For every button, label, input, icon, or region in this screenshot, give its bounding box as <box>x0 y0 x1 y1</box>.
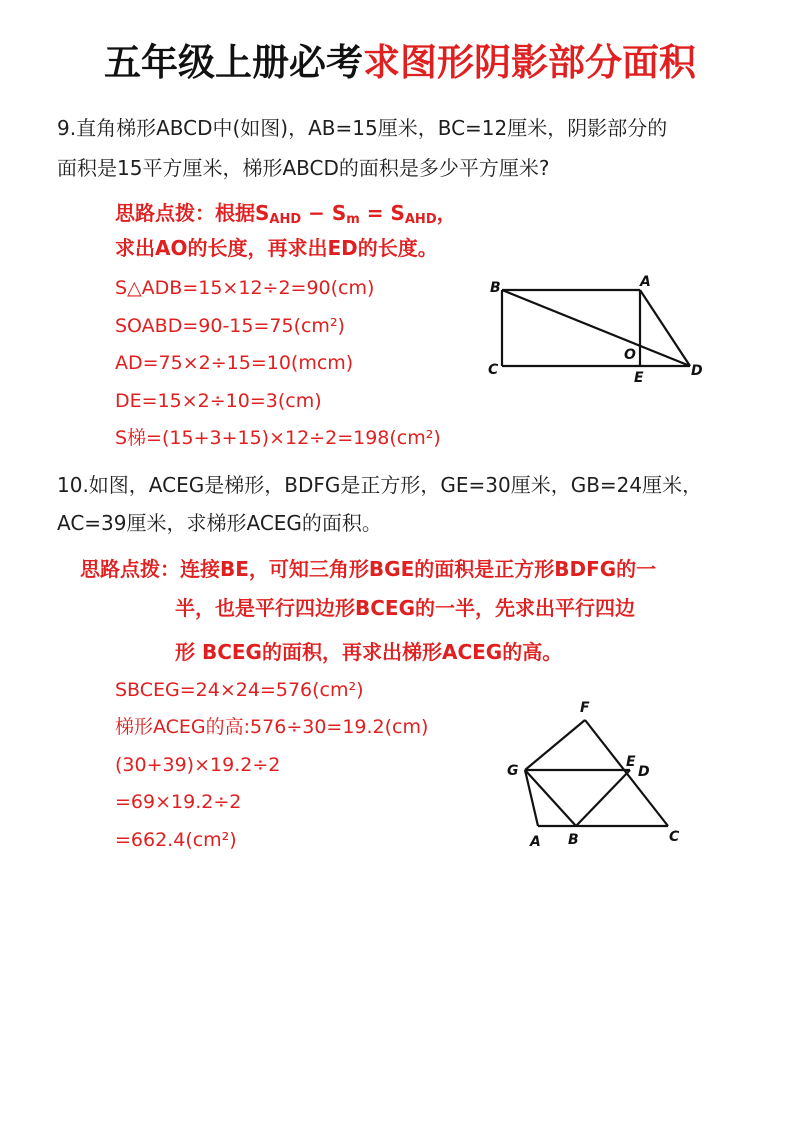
p9-hint-s1-sub: AHD <box>269 212 302 227</box>
p10-hint-line2: 半，也是平行四边形BCEG的一半，先求出平行四边 <box>175 596 635 620</box>
p10-step: SBCEG=24×24=576(cm²) <box>115 679 364 701</box>
p9-hint-eq: = <box>359 201 391 225</box>
p10-hint-line1: 思路点拨：连接BE，可知三角形BGE的面积是正方形BDFG的一 <box>80 557 657 581</box>
p10-step: =69×19.2÷2 <box>115 791 242 813</box>
p10-label-c: C <box>669 829 680 845</box>
p10-label-d: D <box>638 764 650 780</box>
p10-label-f: F <box>580 700 590 716</box>
p9-hint-s1: S <box>255 201 270 225</box>
p9-step: DE=15×2÷10=3(cm) <box>115 390 322 412</box>
p10-edge-be <box>576 770 630 826</box>
p9-label-d: D <box>691 363 703 379</box>
p10-label-e: E <box>626 754 636 770</box>
p9-step: S梯=(15+3+15)×12÷2=198(cm²) <box>115 427 441 449</box>
p9-hint-s2: S <box>331 201 347 225</box>
p9-step: SOABD=90-15=75(cm²) <box>115 315 345 337</box>
p9-label-c: C <box>488 362 499 378</box>
p10-step: =662.4(cm²) <box>115 829 237 851</box>
p9-label-b: B <box>490 280 501 296</box>
p9-label-e: E <box>634 370 644 385</box>
p10-label-b: B <box>568 832 579 848</box>
p9-hint-line2: 求出AO的长度，再求出ED的长度。 <box>115 236 438 260</box>
p10-edge-gb <box>525 770 576 826</box>
p9-question-line2: 面积是15平方厘米，梯形ABCD的面积是多少平方厘米? <box>57 156 550 180</box>
p9-hint-s3-sub: AHD <box>404 212 437 227</box>
p9-hint-s2-sub: m <box>346 212 360 227</box>
p9-step: S△ADB=15×12÷2=90(cm) <box>115 277 375 299</box>
p9-edge-bd <box>502 290 690 366</box>
p9-hint-end: ， <box>436 201 457 225</box>
p9-step: AD=75×2÷15=10(mcm) <box>115 352 354 374</box>
p10-question-line1: 10.如图，ACEG是梯形，BDFG是正方形，GE=30厘米，GB=24厘米， <box>57 473 703 497</box>
p10-label-a: A <box>530 834 541 850</box>
p9-trapezoid-figure <box>480 270 710 385</box>
p9-hint-s3: S <box>390 201 405 225</box>
p9-edge-ad <box>640 290 690 366</box>
page-title <box>0 41 800 84</box>
title-red-part: 求图形阴影部分面积 <box>363 41 696 84</box>
p9-label-a: A <box>640 274 651 290</box>
p9-hint-minus: − <box>301 201 332 225</box>
p10-question-line2: AC=39厘米，求梯形ACEG的面积。 <box>57 511 382 535</box>
p10-edge-gf <box>525 720 585 770</box>
p9-hint-prefix: 思路点拨：根据 <box>115 201 255 225</box>
title-black-part: 五年级上册必考 <box>104 41 363 84</box>
p10-step: 梯形ACEG的高:576÷30=19.2(cm) <box>115 716 429 738</box>
p9-label-o: O <box>624 347 636 363</box>
p10-trapezoid-figure <box>500 695 700 855</box>
p10-label-g: G <box>507 763 519 779</box>
p9-hint-line1 <box>115 203 457 226</box>
p10-step: (30+39)×19.2÷2 <box>115 754 281 776</box>
p10-hint-line3: 形 BCEG的面积，再求出梯形ACEG的高。 <box>175 640 563 664</box>
p9-question-line1: 9.直角梯形ABCD中(如图)，AB=15厘米，BC=12厘米，阴影部分的 <box>57 116 668 140</box>
